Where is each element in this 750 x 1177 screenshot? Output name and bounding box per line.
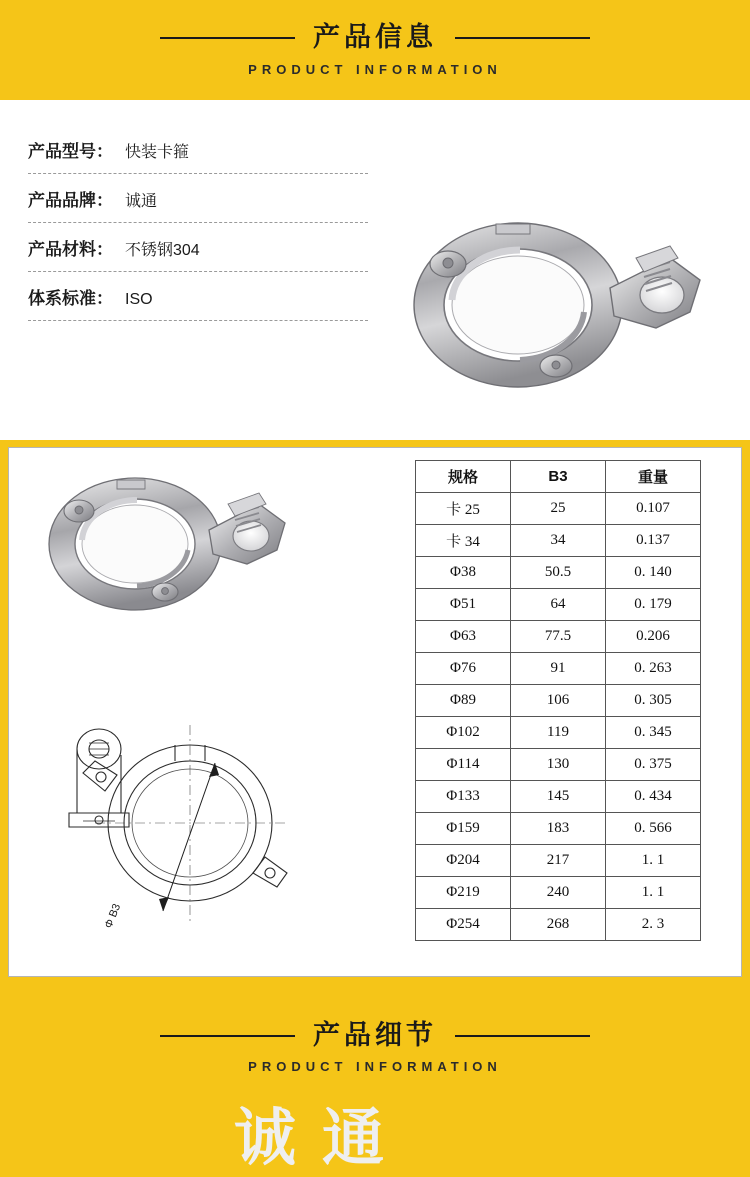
table-header-weight: 重量	[606, 461, 701, 493]
cell-spec: Φ51	[416, 589, 511, 621]
cell-b3: 91	[511, 653, 606, 685]
spec-value: 不锈钢304	[125, 242, 200, 259]
cell-b3: 130	[511, 749, 606, 781]
spec-list	[28, 125, 368, 351]
cell-b3: 64	[511, 589, 606, 621]
cell-spec: Φ114	[416, 749, 511, 781]
cell-weight: 0. 434	[606, 781, 701, 813]
table-row	[416, 621, 701, 653]
clamp-photo-secondary	[15, 458, 345, 658]
spec-label: 产品材料：	[28, 240, 113, 259]
cell-weight: 0. 140	[606, 557, 701, 589]
header-rule-right	[455, 37, 590, 39]
spec-value: ISO	[125, 291, 153, 308]
cell-b3: 145	[511, 781, 606, 813]
table-row	[416, 493, 701, 525]
cell-weight: 0. 179	[606, 589, 701, 621]
page-title: 产品信息	[313, 22, 437, 53]
cell-b3: 25	[511, 493, 606, 525]
footer-rule-right	[455, 1035, 590, 1037]
footer-rule-left	[160, 1035, 295, 1037]
table-header-row	[416, 461, 701, 493]
table-row	[416, 877, 701, 909]
cell-b3: 77.5	[511, 621, 606, 653]
cell-weight: 1. 1	[606, 877, 701, 909]
cell-weight: 0.137	[606, 525, 701, 557]
cell-b3: 34	[511, 525, 606, 557]
cell-b3: 50.5	[511, 557, 606, 589]
cell-weight: 0.107	[606, 493, 701, 525]
specifications-table	[415, 460, 701, 941]
spec-label: 体系标准：	[28, 289, 113, 308]
cell-weight: 0.206	[606, 621, 701, 653]
table-row	[416, 781, 701, 813]
cell-b3: 268	[511, 909, 606, 941]
spec-row-material	[28, 223, 368, 272]
spec-row-spacer	[28, 321, 368, 351]
cell-weight: 2. 3	[606, 909, 701, 941]
cell-weight: 0. 566	[606, 813, 701, 845]
spec-value: 快装卡箍	[125, 144, 190, 161]
spec-row-model	[28, 125, 368, 174]
cell-spec: Φ63	[416, 621, 511, 653]
cell-b3: 240	[511, 877, 606, 909]
cell-spec: 卡 34	[416, 525, 511, 557]
spec-row-standard	[28, 272, 368, 321]
footer-subtitle: PRODUCT INFORMATION	[248, 1059, 502, 1075]
clamp-illustration-photo	[370, 200, 730, 410]
footer-banner	[0, 995, 750, 1100]
table-row	[416, 749, 701, 781]
product-photo-top	[370, 200, 730, 410]
cell-spec: 卡 25	[416, 493, 511, 525]
footer-title: 产品细节	[313, 1019, 437, 1050]
cell-weight: 0. 305	[606, 685, 701, 717]
cell-weight: 0. 263	[606, 653, 701, 685]
header-banner	[0, 0, 750, 100]
table-row	[416, 845, 701, 877]
table-row	[416, 717, 701, 749]
spec-label: 产品型号：	[28, 142, 113, 161]
clamp-blueprint-drawing	[25, 703, 335, 953]
page-subtitle: PRODUCT INFORMATION	[248, 61, 502, 77]
table-header-b3: B3	[511, 461, 606, 493]
cell-spec: Φ38	[416, 557, 511, 589]
table-row	[416, 525, 701, 557]
table-row	[416, 557, 701, 589]
table-row	[416, 909, 701, 941]
header-banner-content	[0, 0, 750, 100]
header-title-row	[0, 23, 750, 53]
cell-weight: 0. 345	[606, 717, 701, 749]
blueprint-dimension-label: Φ B3	[102, 902, 124, 931]
cell-spec: Φ133	[416, 781, 511, 813]
cell-spec: Φ76	[416, 653, 511, 685]
watermark-text: 诚通	[234, 1104, 411, 1173]
cell-spec: Φ254	[416, 909, 511, 941]
header-rule-left	[160, 37, 295, 39]
spec-label: 产品品牌：	[28, 191, 113, 210]
spec-row-brand	[28, 174, 368, 223]
cell-b3: 183	[511, 813, 606, 845]
cell-b3: 106	[511, 685, 606, 717]
cell-weight: 1. 1	[606, 845, 701, 877]
product-spec-panel	[0, 100, 750, 440]
cell-spec: Φ102	[416, 717, 511, 749]
footer-title-row	[0, 1021, 750, 1051]
table-header-spec: 规格	[416, 461, 511, 493]
table-row	[416, 653, 701, 685]
table-row	[416, 589, 701, 621]
table-row	[416, 813, 701, 845]
cell-spec: Φ219	[416, 877, 511, 909]
left-images	[15, 458, 405, 963]
cell-spec: Φ159	[416, 813, 511, 845]
cell-b3: 217	[511, 845, 606, 877]
spec-value: 诚通	[125, 193, 158, 210]
cell-b3: 119	[511, 717, 606, 749]
cell-spec: Φ89	[416, 685, 511, 717]
cell-weight: 0. 375	[606, 749, 701, 781]
cell-spec: Φ204	[416, 845, 511, 877]
table-row	[416, 685, 701, 717]
